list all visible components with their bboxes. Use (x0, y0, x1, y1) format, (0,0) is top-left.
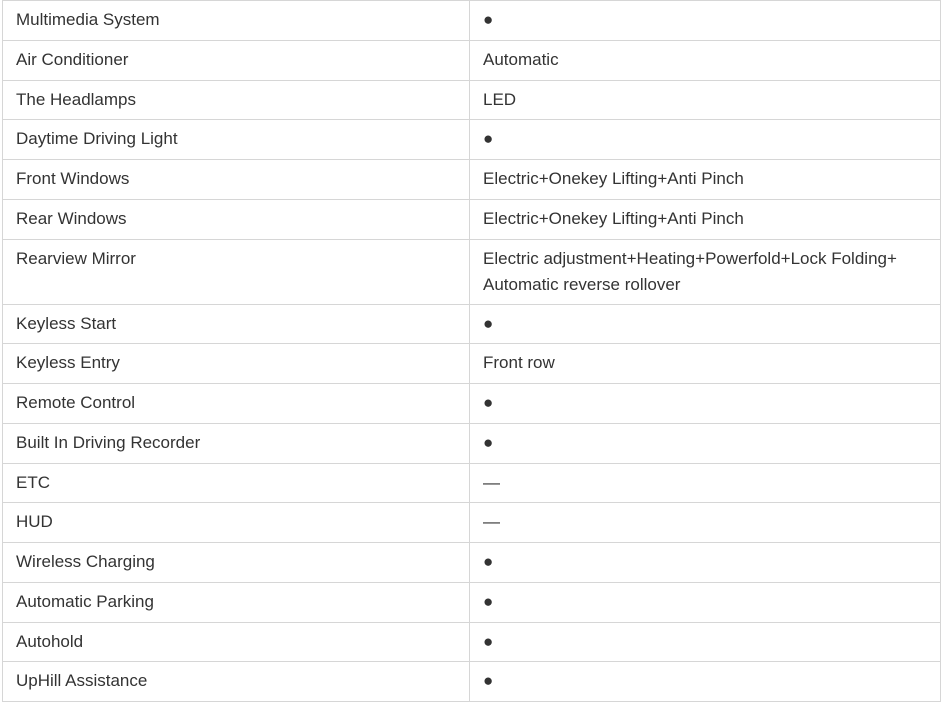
row-value-cell (470, 80, 941, 120)
row-label: Remote Control (16, 393, 136, 412)
table-row (3, 463, 941, 503)
table-row (3, 80, 941, 120)
table-row (3, 582, 941, 622)
row-value: Electric adjustment+Heating+Powerfold+Lock Folding+ Automatic reverse rollover (483, 248, 897, 294)
row-label: UpHill Assistance (16, 671, 148, 691)
row-label: Keyless Start (16, 313, 117, 333)
table-row (3, 1, 941, 41)
spec-table (2, 0, 941, 702)
row-label: Rearview Mirror (16, 248, 136, 268)
table-row (3, 662, 941, 702)
row-value: Electric+Onekey Lifting+Anti Pinch (483, 208, 744, 228)
row-value: ● (483, 129, 494, 149)
row-value-cell (470, 1, 941, 41)
row-label: The Headlamps (16, 89, 137, 109)
row-label: Keyless Entry (16, 353, 120, 373)
row-value-cell (470, 304, 941, 344)
row-label-cell (3, 304, 470, 344)
row-value-cell (470, 344, 941, 384)
row-value: ● (483, 10, 494, 29)
row-label-cell (3, 662, 470, 702)
row-value-cell (470, 543, 941, 583)
row-label: Air Conditioner (16, 49, 129, 69)
row-label-cell (3, 384, 470, 424)
row-value: Automatic (483, 49, 559, 69)
table-row (3, 344, 941, 384)
table-row (3, 543, 941, 583)
row-label-cell (3, 239, 470, 304)
row-value-cell (470, 239, 941, 304)
row-value: ● (483, 552, 494, 571)
table-row (3, 160, 941, 200)
row-label-cell (3, 40, 470, 80)
table-row (3, 503, 941, 543)
row-label: Autohold (16, 631, 84, 651)
row-value-cell (470, 662, 941, 702)
row-value-cell (470, 199, 941, 239)
table-row (3, 40, 941, 80)
row-value: ● (483, 313, 494, 333)
row-label-cell (3, 120, 470, 160)
row-label: ETC (16, 472, 50, 492)
row-label-cell (3, 423, 470, 463)
row-label: Automatic Parking (16, 591, 154, 611)
row-label: Daytime Driving Light (16, 129, 178, 149)
row-value: ● (483, 393, 494, 412)
row-label-cell (3, 622, 470, 662)
row-value-cell (470, 622, 941, 662)
table-row (3, 120, 941, 160)
row-value: Electric+Onekey Lifting+Anti Pinch (483, 169, 744, 188)
row-value: Front row (483, 353, 555, 373)
row-label-cell (3, 80, 470, 120)
row-value: ● (483, 591, 494, 611)
row-value-cell (470, 582, 941, 622)
row-label: Rear Windows (16, 208, 127, 228)
row-label: Wireless Charging (16, 552, 155, 571)
table-row (3, 304, 941, 344)
row-value: — (483, 472, 500, 492)
row-label: HUD (16, 512, 53, 532)
row-label-cell (3, 1, 470, 41)
table-row (3, 423, 941, 463)
row-value: LED (483, 89, 517, 109)
row-value-cell (470, 384, 941, 424)
row-value-cell (470, 160, 941, 200)
row-label-cell (3, 463, 470, 503)
row-value-cell (470, 40, 941, 80)
row-label: Multimedia System (16, 10, 160, 29)
table-row (3, 199, 941, 239)
row-label-cell (3, 344, 470, 384)
row-value-cell (470, 423, 941, 463)
row-label-cell (3, 199, 470, 239)
table-row (3, 239, 941, 304)
table-row (3, 384, 941, 424)
row-value-cell (470, 463, 941, 503)
row-label: Built In Driving Recorder (16, 432, 201, 452)
table-row (3, 622, 941, 662)
row-value: — (483, 512, 500, 532)
row-label-cell (3, 582, 470, 622)
row-label-cell (3, 543, 470, 583)
row-value: ● (483, 432, 494, 452)
row-label: Front Windows (16, 169, 130, 188)
row-value-cell (470, 503, 941, 543)
row-label-cell (3, 160, 470, 200)
row-label-cell (3, 503, 470, 543)
row-value: ● (483, 631, 494, 651)
row-value: ● (483, 671, 494, 691)
row-value-cell (470, 120, 941, 160)
